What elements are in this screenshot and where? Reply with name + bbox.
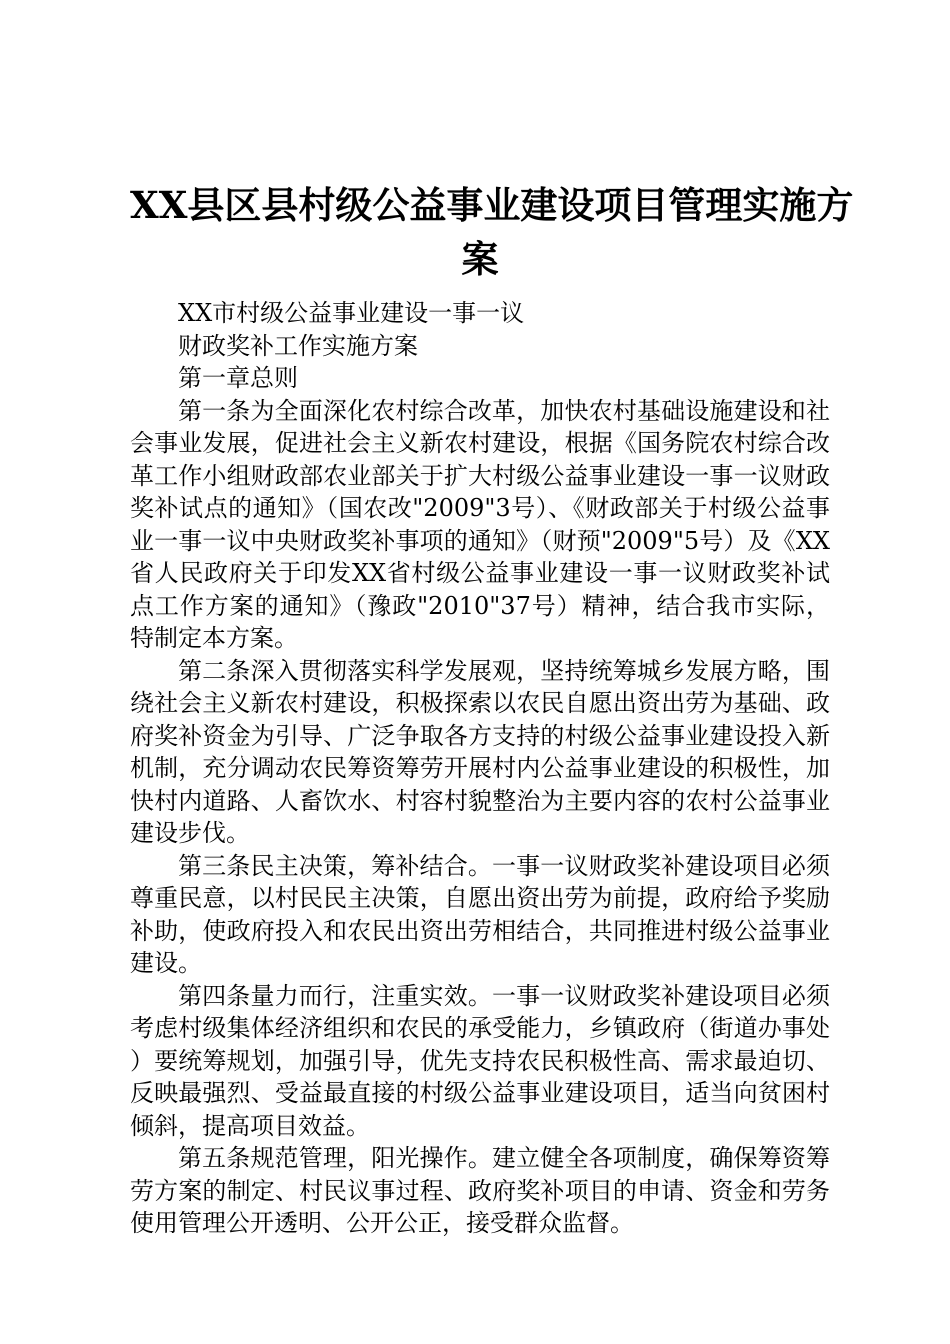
article-5-paragraph: 第五条规范管理，阳光操作。建立健全各项制度，确保筹资筹劳方案的制定、村民议事过程、政府奖补项目的申请、资金和劳务使用管理公开透明、公开公正，接受群众监督。 bbox=[130, 1144, 830, 1237]
article-3-paragraph: 第三条民主决策，筹补结合。一事一议财政奖补建设项目必须尊重民意，以村民民主决策，自愿出资出劳为前提，政府给予奖励补助，使政府投入和农民出资出劳相结合，共同推进村级公益事业建设。 bbox=[130, 851, 830, 977]
chapter-heading: 第一章总则 bbox=[178, 364, 298, 392]
subtitle-line-1: XX市村级公益事业建设一事一议 bbox=[178, 299, 525, 327]
document-title bbox=[130, 178, 854, 286]
title-line-2: 案 bbox=[461, 237, 499, 281]
article-4-paragraph: 第四条量力而行，注重实效。一事一议财政奖补建设项目必须考虑村级集体经济组织和农民的承受能力，乡镇政府（街道办事处）要统筹规划，加强引导，优先支持农民积极性高、需求最迫切、反映最强烈、受益最直接的村级公益事业建设项目，适当向贫困村倾斜，提高项目效益。 bbox=[130, 981, 830, 1140]
title-line-1: XX县区县村级公益事业建设项目管理实施方 bbox=[130, 183, 854, 227]
article-2-paragraph: 第二条深入贯彻落实科学发展观，坚持统筹城乡发展方略，围绕社会主义新农村建设，积极探索以农民自愿出资出劳为基础、政府奖补资金为引导、广泛争取各方支持的村级公益事业建设投入新机制，充分调动农民筹资筹劳开展村内公益事业建设的积极性，加快村内道路、人畜饮水、村容村貌整治为主要内容的农村公益事业建设步伐。 bbox=[130, 656, 830, 847]
subtitle-line-2: 财政奖补工作实施方案 bbox=[178, 331, 418, 360]
article-1-paragraph: 第一条为全面深化农村综合改革，加快农村基础设施建设和社会事业发展，促进社会主义新农村建设，根据《国务院农村综合改革工作小组财政部农业部关于扩大村级公益事业建设一事一议财政奖补试点的通知》（国农改"2009"3号）、《财政部关于村级公益事业一事一议中央财政奖补事项的通知》（财预"2009"5号）及《XX省人民政府关于印发XX省村级公益事业建设一事一议财政奖补试点工作方案的通知》（豫政"2010"37号）精神，结合我市实际，特制定本方案。 bbox=[130, 396, 830, 652]
document-body bbox=[130, 297, 830, 1240]
